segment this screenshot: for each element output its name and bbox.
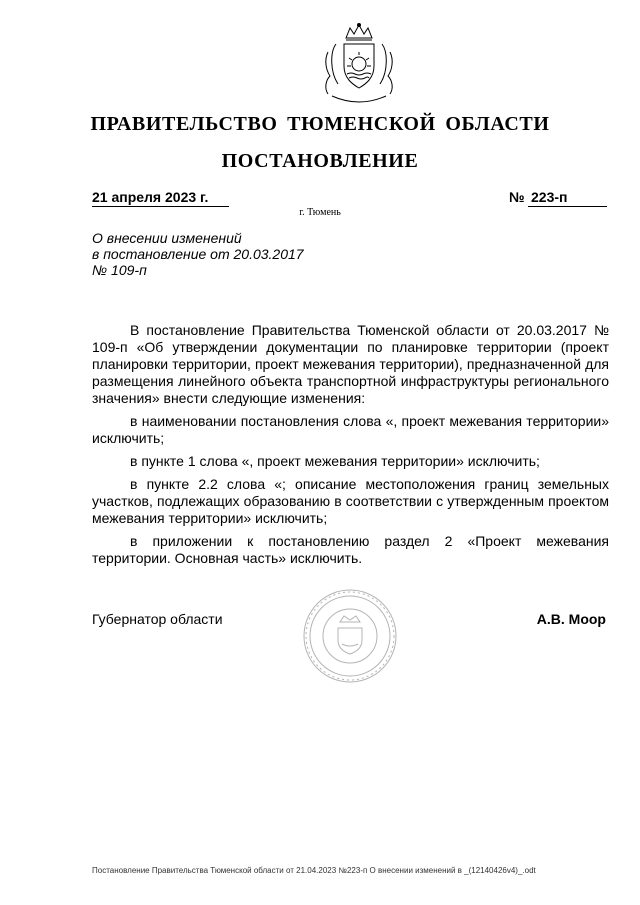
body-paragraph: в пункте 2.2 слова «; описание местоположения границ земельных участков, подлежащих образованию в соответствии с утвержденным проектом межевания территории» исключить; [92,476,609,526]
subject-line: № 109-п [92,262,147,278]
document-type: ПОСТАНОВЛЕНИЕ [221,150,419,172]
body-paragraph: в пункте 1 слова «, проект межевания территории» исключить; [130,453,540,469]
official-seal-icon [302,588,398,684]
body-paragraph: В постановление Правительства Тюменской области от 20.03.2017 № 109-п «Об утверждении документации по планировке территории (проект планировки территории, проект межевания территории), предназначенной для размещения линейного объекта транспортной инфраструктуры регионального значения» внести следующие изменения: [92,322,609,406]
document-date: 21 апреля 2023 г. [92,189,229,207]
document-number-label: № [509,189,525,205]
document-city: г. Тюмень [299,207,341,218]
body-paragraph: в приложении к постановлению раздел 2 «Проект межевания территории. Основная часть» исключить. [92,533,609,566]
tyumen-coat-of-arms-icon [316,22,402,108]
subject-line: О внесении изменений [92,230,242,246]
subject-line: в постановление от 20.03.2017 [92,246,304,262]
footer-file-info: Постановление Правительства Тюменской области от 21.04.2023 №223-п О внесении изменений в _(12140426v4)_.odt [92,866,536,875]
body-paragraph: в наименовании постановления слова «, проект межевания территории» исключить; [92,413,609,446]
document-body [92,322,609,573]
government-title: ПРАВИТЕЛЬСТВО ТЮМЕНСКОЙ ОБЛАСТИ [90,113,550,135]
document-number: 223-п [528,189,607,207]
signatory-name: А.В. Моор [536,611,606,627]
document-subject [92,230,392,278]
signatory-role: Губернатор области [92,611,223,627]
